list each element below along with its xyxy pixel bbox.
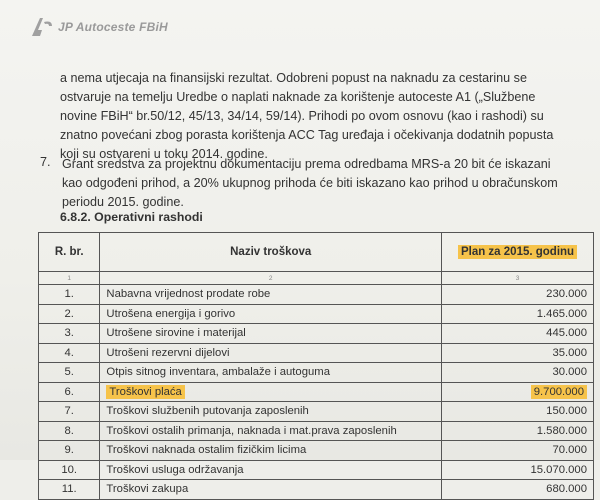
index-row: [39, 272, 594, 285]
row-name: Otpis sitnog inventara, ambalaže i autoguma: [100, 363, 442, 383]
table-row: [39, 480, 594, 500]
table-row: [39, 460, 594, 480]
row-plan: [442, 382, 594, 402]
table-row: [39, 441, 594, 461]
row-name: Utrošene sirovine i materijal: [100, 324, 442, 344]
text-line: koji su ostvareni u toku 2014. godine.: [60, 147, 268, 161]
row-plan: 70.000: [442, 441, 594, 461]
row-number: 9.: [39, 441, 100, 461]
row-name: Troškovi naknada ostalim fizičkim licima: [100, 441, 442, 461]
row-plan: 150.000: [442, 402, 594, 422]
highlighted-plan: 9.700.000: [531, 385, 587, 399]
row-number: 1.: [39, 285, 100, 305]
row-name: Troškovi usluga održavanja: [100, 460, 442, 480]
row-plan: 35.000: [442, 343, 594, 363]
row-name: Nabavna vrijednost prodate robe: [100, 285, 442, 305]
row-number: 11.: [39, 480, 100, 500]
expenses-table: [38, 232, 594, 500]
table-row: [39, 324, 594, 344]
table-header-row: [39, 233, 594, 272]
company-logo: [30, 16, 168, 38]
row-number: 8.: [39, 421, 100, 441]
row-plan: 230.000: [442, 285, 594, 305]
row-plan: 680.000: [442, 480, 594, 500]
row-plan: 30.000: [442, 363, 594, 383]
row-name: Utrošeni rezervni dijelovi: [100, 343, 442, 363]
row-name: Utrošena energija i gorivo: [100, 304, 442, 324]
highlighted-plan-header: Plan za 2015. godinu: [458, 245, 577, 259]
section-title: 6.8.2. Operativni rashodi: [60, 210, 203, 224]
table-row: [39, 402, 594, 422]
row-number: 4.: [39, 343, 100, 363]
row-name: Troškovi službenih putovanja zaposlenih: [100, 402, 442, 422]
paragraph-grant: [62, 155, 562, 212]
row-number: 6.: [39, 382, 100, 402]
paragraph-discount: [60, 69, 560, 164]
index-cell: 3: [442, 272, 594, 285]
row-name: Troškovi zakupa: [100, 480, 442, 500]
highlighted-name: Troškovi plaća: [106, 385, 184, 399]
text-line: periodu 2015. godine.: [62, 195, 184, 209]
index-cell: 2: [100, 272, 442, 285]
row-number: 7.: [39, 402, 100, 422]
row-number: 3.: [39, 324, 100, 344]
logo-text: JP Autoceste FBiH: [58, 20, 168, 34]
header-plan: [442, 233, 594, 272]
row-number: 10.: [39, 460, 100, 480]
row-plan: 1.580.000: [442, 421, 594, 441]
table-row: [39, 285, 594, 305]
row-plan: 1.465.000: [442, 304, 594, 324]
row-number: 2.: [39, 304, 100, 324]
text-line: ostvaruje na temelju Uredbe o naplati naknade za korištenje autoceste A1 („Službene: [60, 90, 536, 104]
row-plan: 15.070.000: [442, 460, 594, 480]
index-cell: 1: [39, 272, 100, 285]
text-line: kao odgođeni prihod, a 20% ukupnog prihoda će biti iskazano kao prihod u obračunskom: [62, 176, 558, 190]
table-row-highlighted: [39, 382, 594, 402]
text-line: novine FBiH“ br.50/12, 45/13, 34/14, 59/14). Prihodi po ovom osnovu (kao i rashodi) su: [60, 109, 544, 123]
logo-mark-icon: [30, 16, 54, 38]
text-line: znatno povećani zbog porasta korištenja ACC Tag uređaja i očekivanja dodatnih popusta: [60, 128, 554, 142]
row-name: [100, 382, 442, 402]
header-rbr: R. br.: [39, 233, 100, 272]
row-plan: 445.000: [442, 324, 594, 344]
row-number: 5.: [39, 363, 100, 383]
list-number: 7.: [40, 155, 51, 169]
header-name: Naziv troškova: [100, 233, 442, 272]
table-row: [39, 304, 594, 324]
table-row: [39, 363, 594, 383]
table-row: [39, 421, 594, 441]
text-line: a nema utjecaja na finansijski rezultat. Odobreni popust na naknadu za cestarinu se: [60, 71, 527, 85]
row-name: Troškovi ostalih primanja, naknada i mat.prava zaposlenih: [100, 421, 442, 441]
table-row: [39, 343, 594, 363]
text-line: Grant sredstva za projektnu dokumentaciju prema odredbama MRS-a 20 bit će iskazani: [62, 157, 551, 171]
